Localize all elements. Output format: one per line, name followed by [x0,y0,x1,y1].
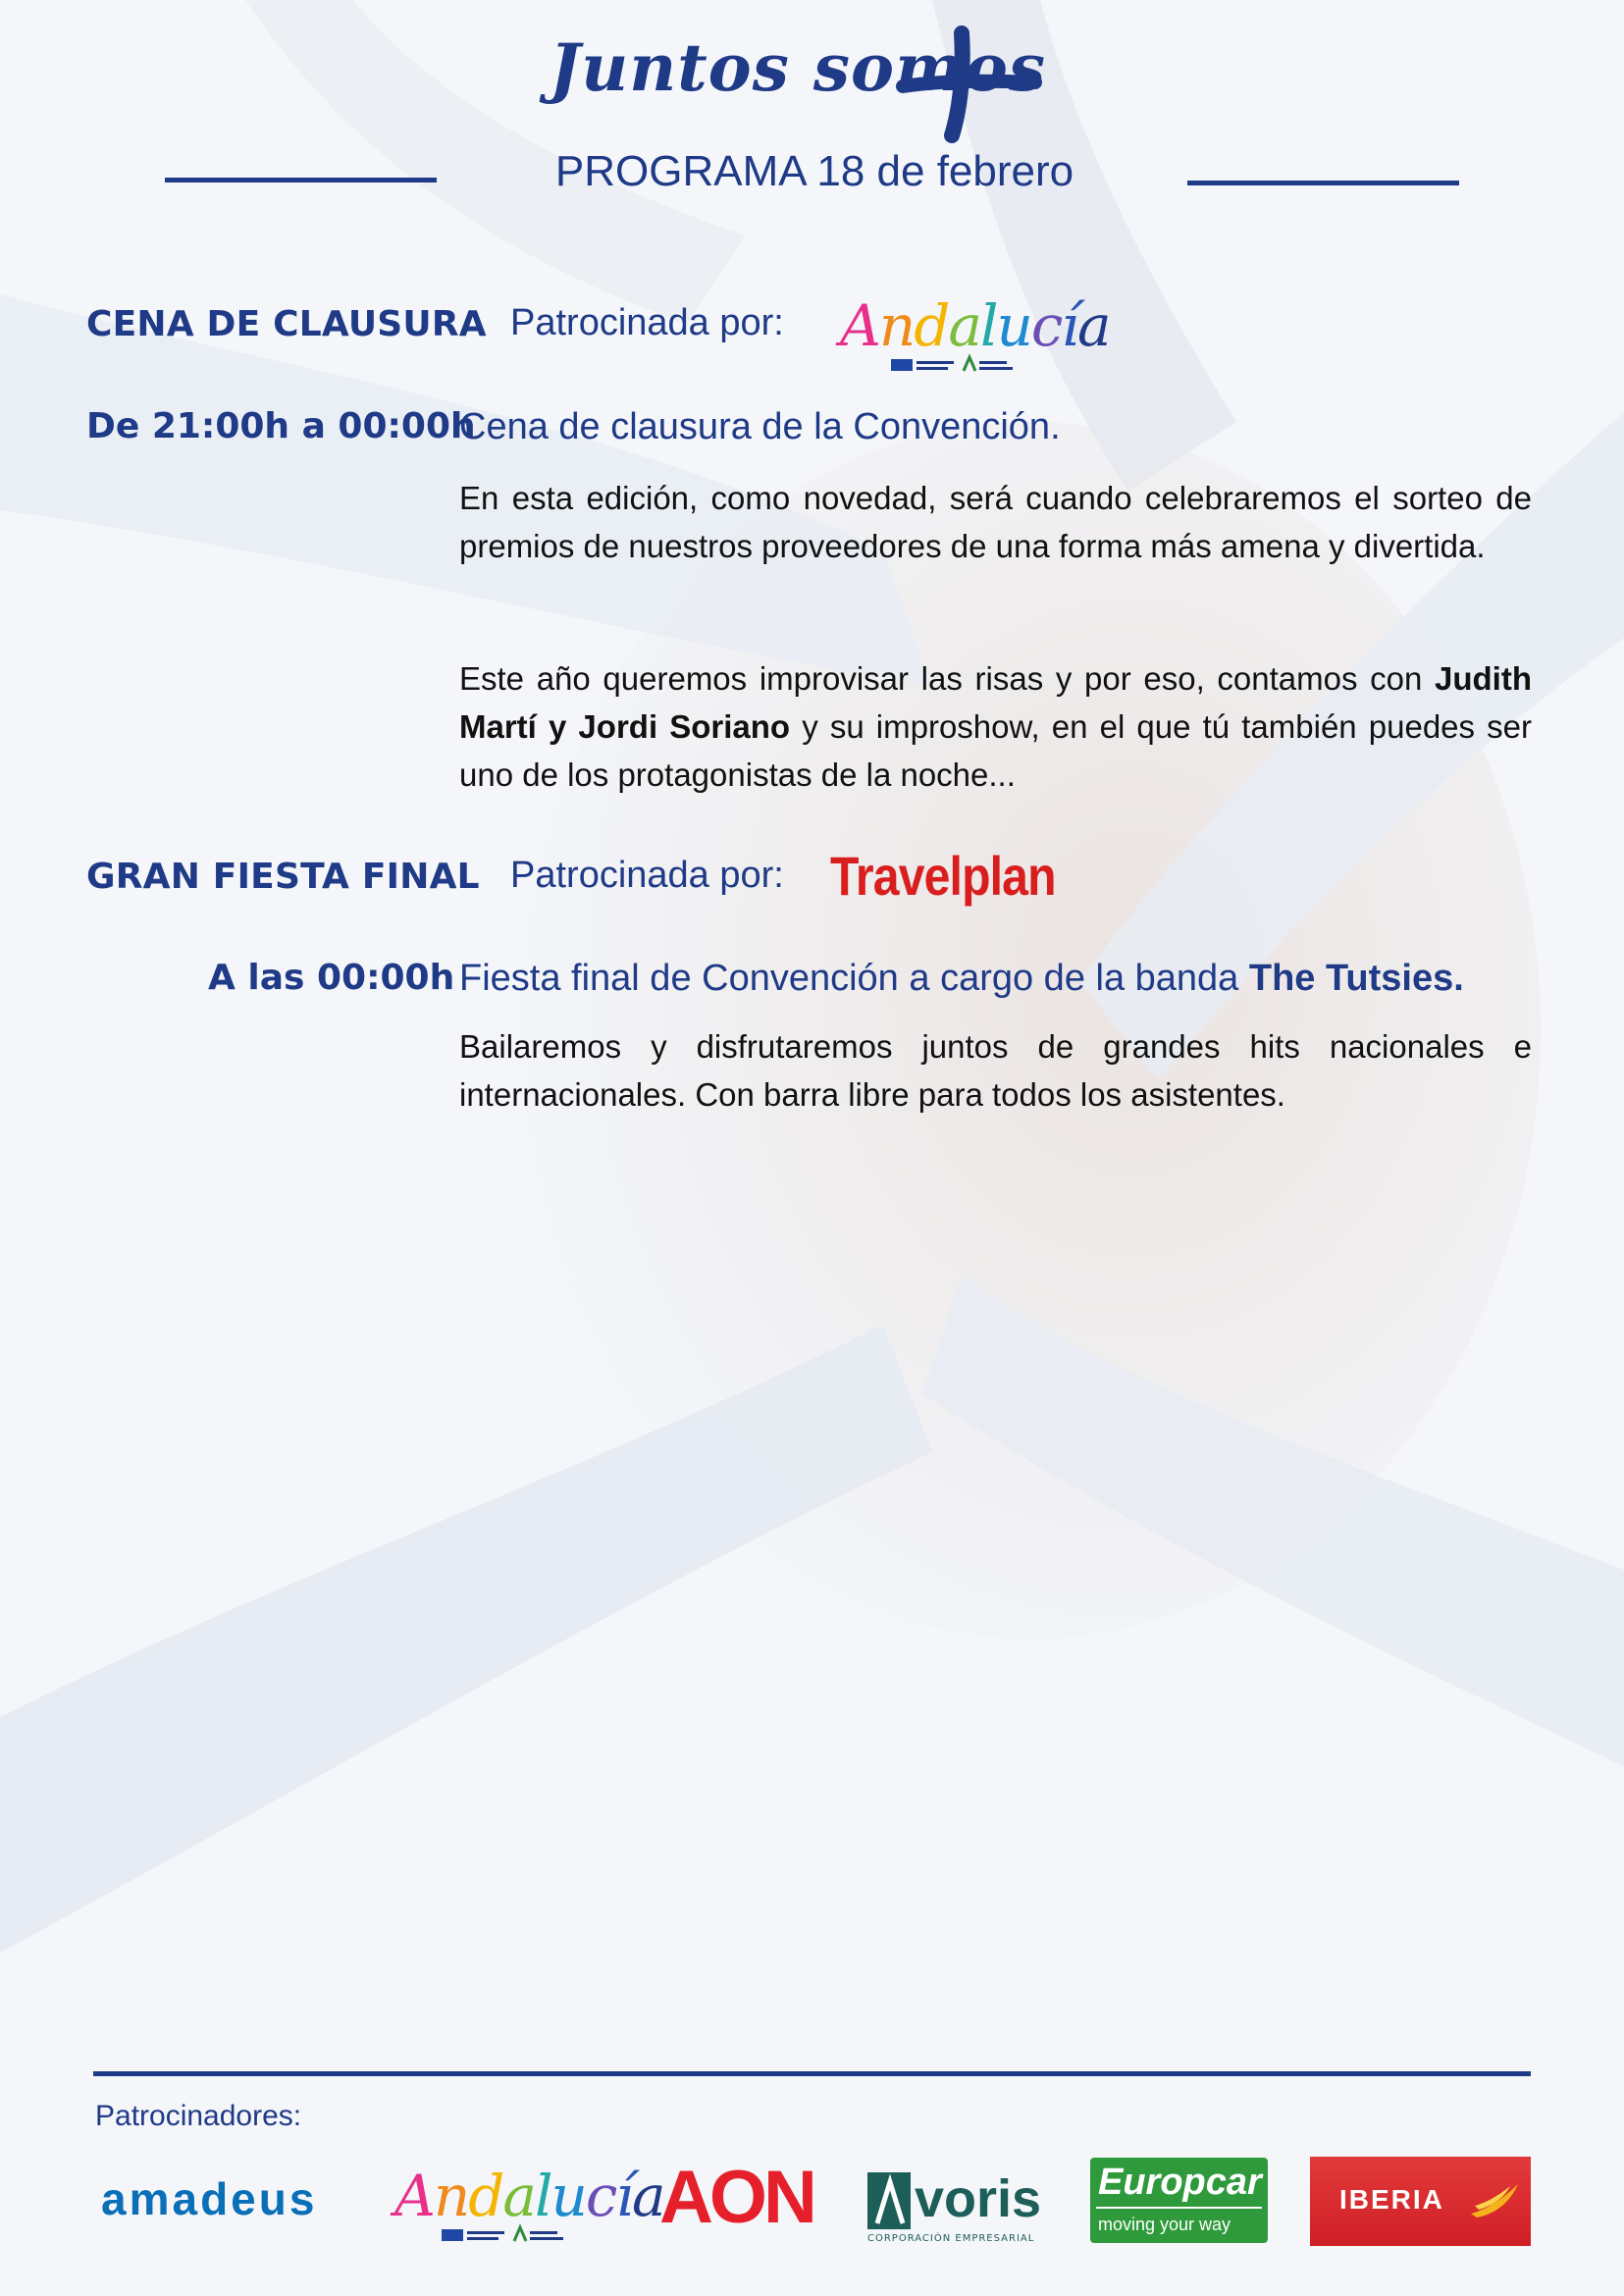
plus-icon [893,26,1040,143]
artists-names: Judith Martí y Jordi Soriano [459,660,1532,745]
lead-cena: Cena de clausura de la Convención. [459,406,1061,447]
para2-start: Este año queremos improvisar las risas y por eso, contamos con [459,660,1423,697]
avoris-wordmark: voris [915,2169,1042,2228]
band-name: The Tutsies. [1248,958,1464,999]
paragraph-cena-1: En esta edición, como novedad, será cuando celebraremos el sorteo de premios de nuestros proveedores de una forma más amena y divertida. [459,480,1532,564]
aon-logo: AON [659,2156,813,2239]
avoris-a-icon [875,2178,905,2225]
europcar-slogan: moving your way [1098,2215,1231,2234]
iberia-wordmark: IBERIA [1339,2184,1444,2215]
andalucia-footer-logo-graphic [391,2161,664,2249]
header-divider-right [1187,181,1459,185]
program-title: PROGRAMA 18 de febrero [554,147,1074,195]
europcar-logo [1090,2158,1268,2243]
amadeus-logo: amadeus [101,2173,318,2224]
paragraph-fiesta: Bailaremos y disfrutaremos juntos de grandes hits nacionales e internacionales. Con barra libre para todos los asistentes. [459,1028,1532,1113]
para2-end: y su improshow, en el que tú también puedes ser uno de los protagonistas de la noche... [459,708,1532,793]
andalucia-footer-logo [391,2161,664,2249]
script-title: Juntos somos [550,29,1047,106]
time-fiesta: A las 00:00h [208,958,455,998]
header-divider-left [165,178,437,183]
lead-fiesta-start: Fiesta final de Convención a cargo de la banda [459,958,1239,999]
travelplan-logo: Travelplan [830,845,1056,907]
andalucia-logo [836,290,1110,379]
avoris-logo [867,2168,1044,2247]
section-title-cena: CENA DE CLAUSURA [86,304,487,344]
europcar-wordmark: Europcar [1098,2162,1262,2203]
andalucia-logo-graphic [836,290,1110,379]
iberia-logo [1310,2157,1531,2246]
footer-divider [93,2071,1531,2076]
avoris-tagline: CORPORACIÓN EMPRESARIAL [867,2233,1035,2244]
svg-text:Andalucía: Andalucía [394,2163,664,2229]
iberia-wing-icon [1467,2180,1522,2219]
lead-fiesta [459,958,1539,1000]
sponsor-label-cena: Patrocinada por: [510,302,784,343]
svg-text:Andalucía: Andalucía [840,292,1110,359]
sponsor-label-fiesta: Patrocinada por: [510,855,784,896]
section-title-fiesta: GRAN FIESTA FINAL [86,857,480,897]
sponsors-label: Patrocinadores: [95,2100,302,2132]
time-cena: De 21:00h a 00:00h [86,406,476,446]
paragraph-cena-2 [459,654,1532,799]
europcar-divider [1096,2207,1262,2209]
